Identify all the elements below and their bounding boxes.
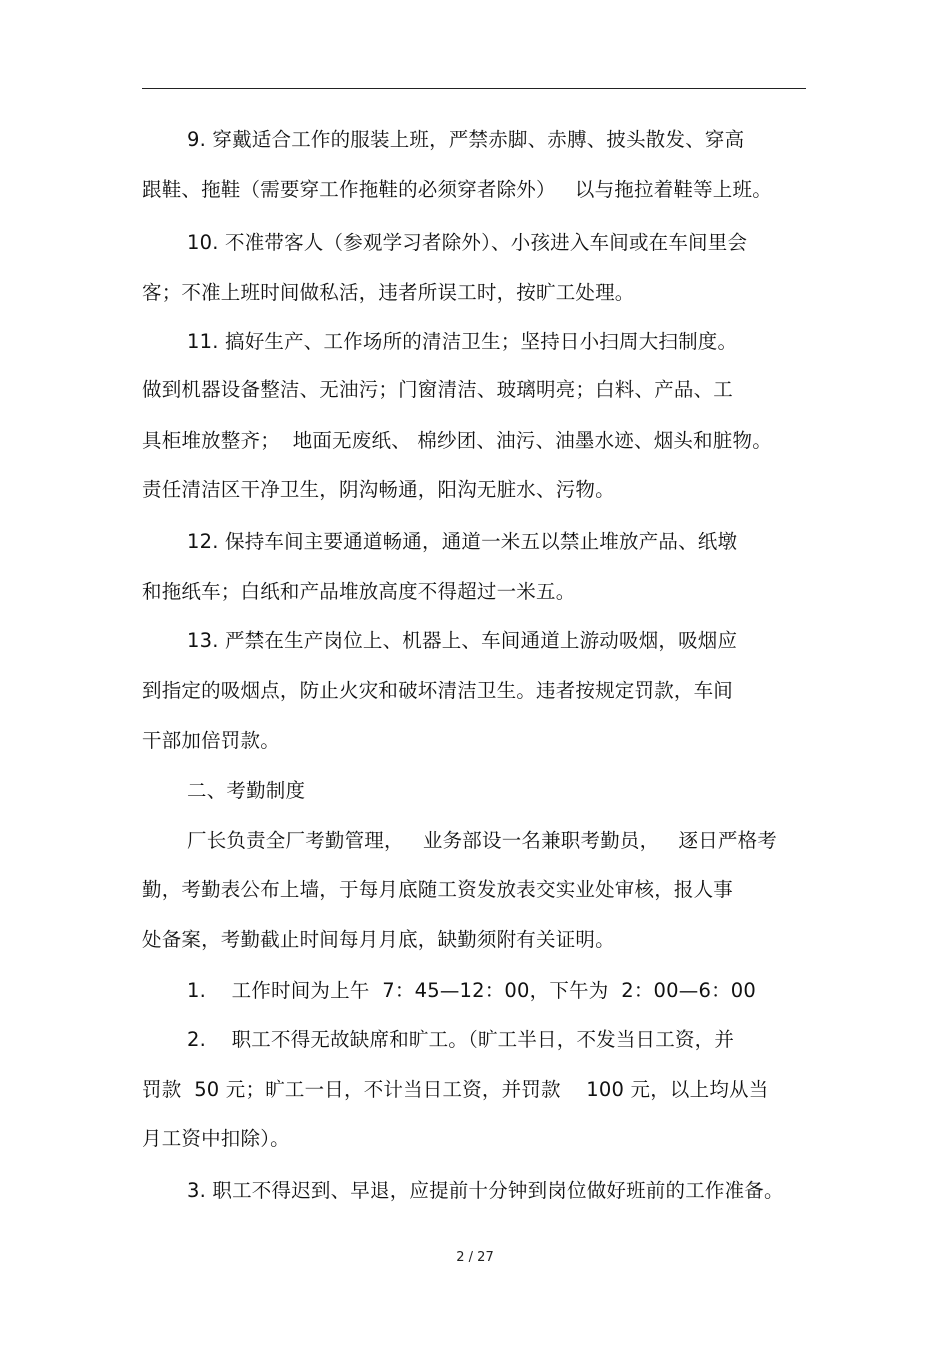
text-line: 责任清洁区干净卫生，阴沟畅通，阳沟无脏水、污物。 [142,478,615,501]
text-line: 做到机器设备整洁、无油污；门窗清洁、玻璃明亮；白料、产品、工 [142,378,734,401]
text-line: 12. 保持车间主要通道畅通，通道一米五以禁止堆放产品、纸墩 [187,530,738,553]
section-heading: 二、考勤制度 [187,779,306,802]
text-line: 和拖纸车；白纸和产品堆放高度不得超过一米五。 [142,580,576,603]
text-line: 3. 职工不得迟到、早退，应提前十分钟到岗位做好班前的工作准备。 [187,1179,784,1202]
text-line: 跟鞋、拖鞋（需要穿工作拖鞋的必须穿者除外） 以与拖拉着鞋等上班。 [142,178,772,201]
text-line: 具柜堆放整齐； 地面无废纸、 棉纱团、油污、油墨水迹、烟头和脏物。 [142,429,772,452]
text-line: 处备案，考勤截止时间每月月底，缺勤须附有关证明。 [142,928,615,951]
text-line: 干部加倍罚款。 [142,729,280,752]
text-line: 10. 不准带客人（参观学习者除外）、小孩进入车间或在车间里会 [187,231,748,254]
text-line: 11. 搞好生产、工作场所的清洁卫生；坚持日小扫周大扫制度。 [187,330,738,353]
text-line: 厂长负责全厂考勤管理， 业务部设一名兼职考勤员， 逐日严格考 [187,829,777,852]
page-number: 2 / 27 [456,1250,494,1265]
text-line: 13. 严禁在生产岗位上、机器上、车间通道上游动吸烟，吸烟应 [187,629,738,652]
text-line: 勤，考勤表公布上墙，于每月底随工资发放表交实业处审核，报人事 [142,878,734,901]
header-rule [142,88,806,89]
text-line: 1. 工作时间为上午 7：45—12：00，下午为 2：00—6：00 [187,979,756,1002]
text-line: 到指定的吸烟点，防止火灾和破坏清洁卫生。违者按规定罚款，车间 [142,679,734,702]
text-line: 2. 职工不得无故缺席和旷工。（旷工半日，不发当日工资，并 [187,1028,735,1051]
text-line: 罚款 50 元；旷工一日，不计当日工资，并罚款 100 元，以上均从当 [142,1078,769,1101]
text-line: 9. 穿戴适合工作的服装上班，严禁赤脚、赤膊、披头散发、穿高 [187,128,745,151]
text-line: 客；不准上班时间做私活，违者所误工时，按旷工处理。 [142,281,635,304]
text-line: 月工资中扣除）。 [142,1127,290,1150]
